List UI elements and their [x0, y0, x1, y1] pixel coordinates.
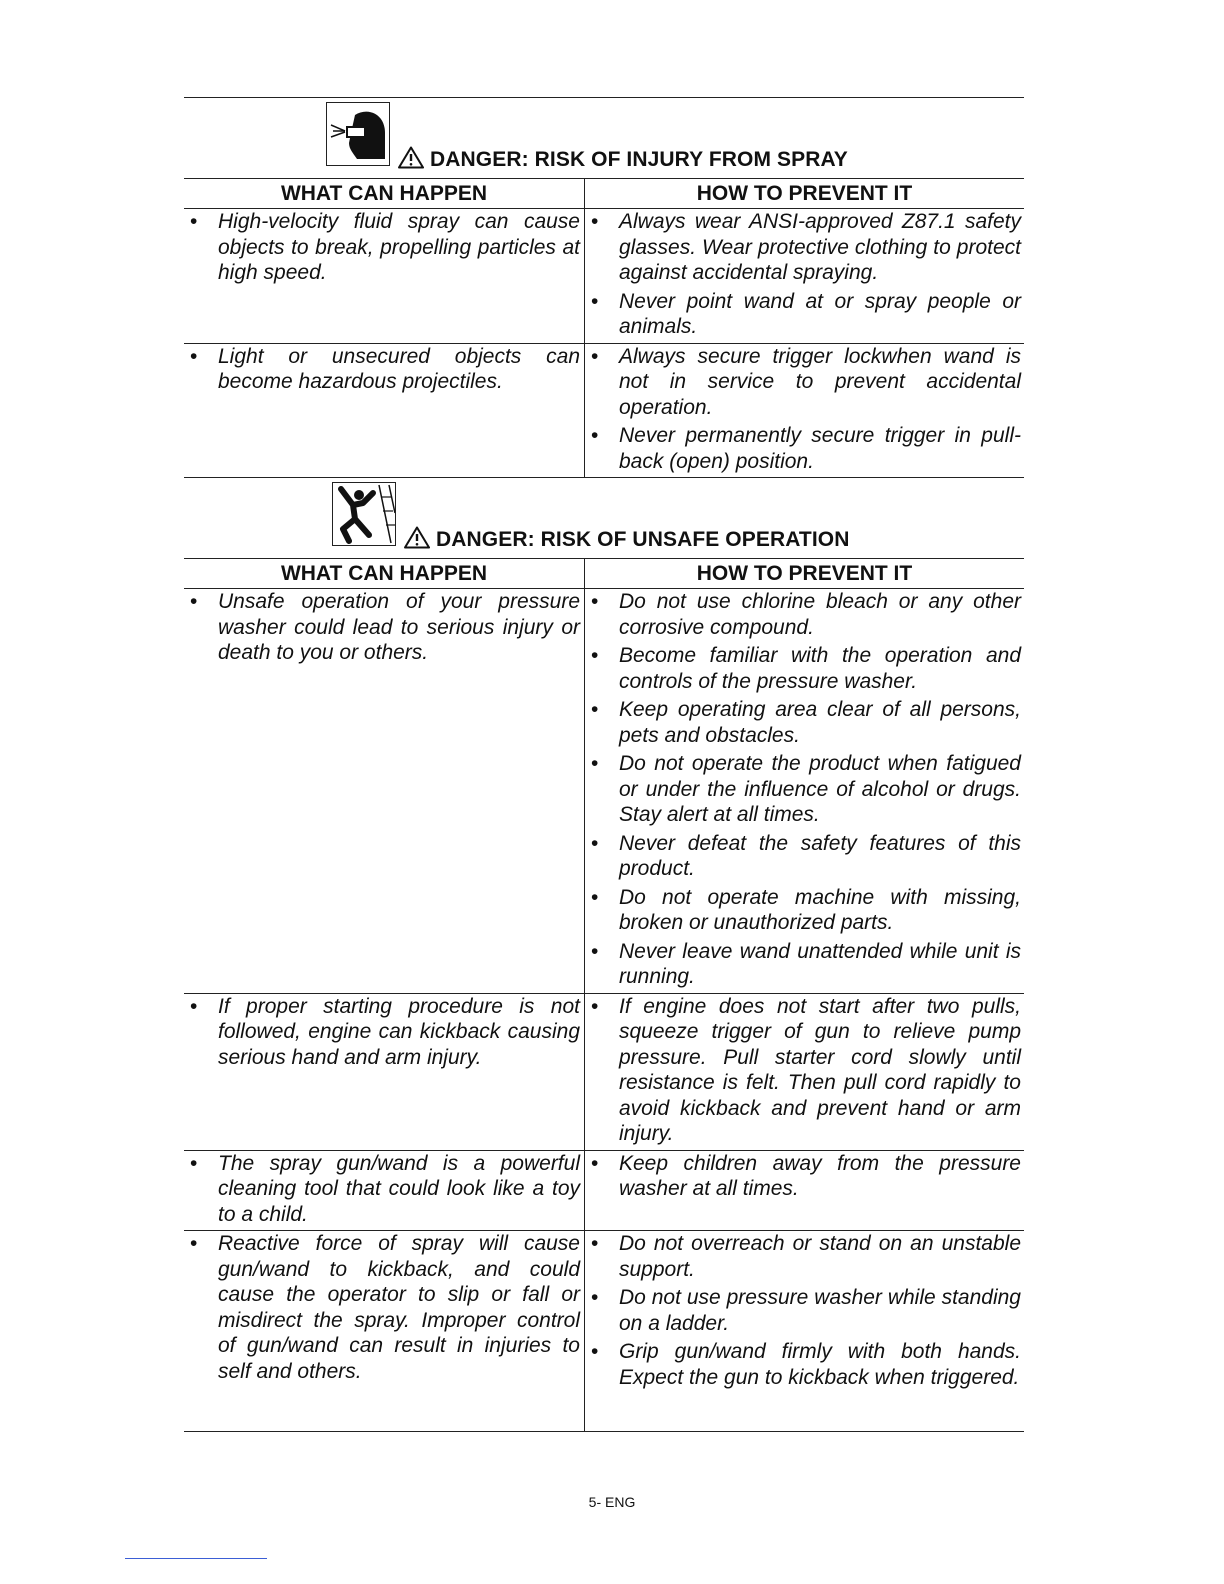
list-item: • Do not use chlorine bleach or any other corrosive compound. — [585, 589, 1024, 640]
fall-from-ladder-icon — [332, 482, 396, 546]
list-item: • High-velocity fluid spray can cause objects to break, propelling particles at high speed. — [184, 209, 584, 286]
col-header-what-can-happen: WHAT CAN HAPPEN — [184, 559, 585, 589]
section-1-table — [184, 178, 1024, 478]
list-item: • Light or unsecured objects can become hazardous projectiles. — [184, 344, 584, 395]
list-item: • If engine does not start after two pulls, squeeze trigger of gun to relieve pump pressure. Pull starter cord slowly until resistance is felt. Then pull cord rapidly to avoid kickback and prevent hand or arm injury. — [585, 994, 1024, 1147]
table-row — [184, 209, 1024, 344]
list-item: • Do not use pressure washer while standing on a ladder. — [585, 1285, 1024, 1336]
col-header-how-to-prevent: HOW TO PREVENT IT — [585, 559, 1025, 589]
section-2-title: DANGER: RISK OF UNSAFE OPERATION — [404, 526, 850, 555]
list-item: • Never defeat the safety features of this product. — [585, 831, 1024, 882]
list-item: • Never leave wand unattended while unit is running. — [585, 939, 1024, 990]
table-row — [184, 589, 1024, 994]
section-1-header — [184, 98, 1024, 178]
col-header-what-can-happen: WHAT CAN HAPPEN — [184, 179, 585, 209]
list-item: • Unsafe operation of your pressure washer could lead to serious injury or death to you or others. — [184, 589, 584, 666]
table-row — [184, 993, 1024, 1150]
list-item: • If proper starting procedure is not followed, engine can kickback causing serious hand and arm injury. — [184, 994, 584, 1071]
list-item: • Keep operating area clear of all persons, pets and obstacles. — [585, 697, 1024, 748]
face-shield-icon — [326, 102, 390, 166]
section-2-header — [184, 478, 1024, 558]
list-item: • Do not overreach or stand on an unstable support. — [585, 1231, 1024, 1282]
list-item: • Always wear ANSI-approved Z87.1 safety glasses. Wear protective clothing to protect against accidental spraying. — [585, 209, 1024, 286]
col-header-how-to-prevent: HOW TO PREVENT IT — [585, 179, 1025, 209]
list-item: • Never point wand at or spray people or animals. — [585, 289, 1024, 340]
list-item: • Do not operate machine with missing, broken or unauthorized parts. — [585, 885, 1024, 936]
list-item: • Become familiar with the operation and controls of the pressure washer. — [585, 643, 1024, 694]
table-row — [184, 1231, 1024, 1432]
table-row — [184, 1150, 1024, 1231]
section-2-table — [184, 558, 1024, 1432]
list-item: • Always secure trigger lockwhen wand is not in service to prevent accidental operation. — [585, 344, 1024, 421]
table-row — [184, 343, 1024, 478]
list-item: • The spray gun/wand is a powerful cleaning tool that could look like a toy to a child. — [184, 1151, 584, 1228]
list-item: • Keep children away from the pressure washer at all times. — [585, 1151, 1024, 1202]
list-item: • Do not operate the product when fatigued or under the influence of alcohol or drugs. Stay alert at all times. — [585, 751, 1024, 828]
list-item: • Grip gun/wand firmly with both hands. Expect the gun to kickback when triggered. — [585, 1339, 1024, 1390]
section-1-title: DANGER: RISK OF INJURY FROM SPRAY — [398, 146, 848, 175]
warning-triangle-icon — [398, 146, 424, 175]
page-number: 5- ENG — [588, 1494, 636, 1510]
footnote-link-line — [125, 1558, 267, 1559]
list-item: • Reactive force of spray will cause gun/wand to kickback, and could cause the operator to slip or fall or misdirect the spray. Improper control of gun/wand can result in injuries to self and others. — [184, 1231, 584, 1384]
list-item: • Never permanently secure trigger in pull-back (open) position. — [585, 423, 1024, 474]
warning-triangle-icon — [404, 526, 430, 555]
safety-page — [184, 97, 1024, 1432]
